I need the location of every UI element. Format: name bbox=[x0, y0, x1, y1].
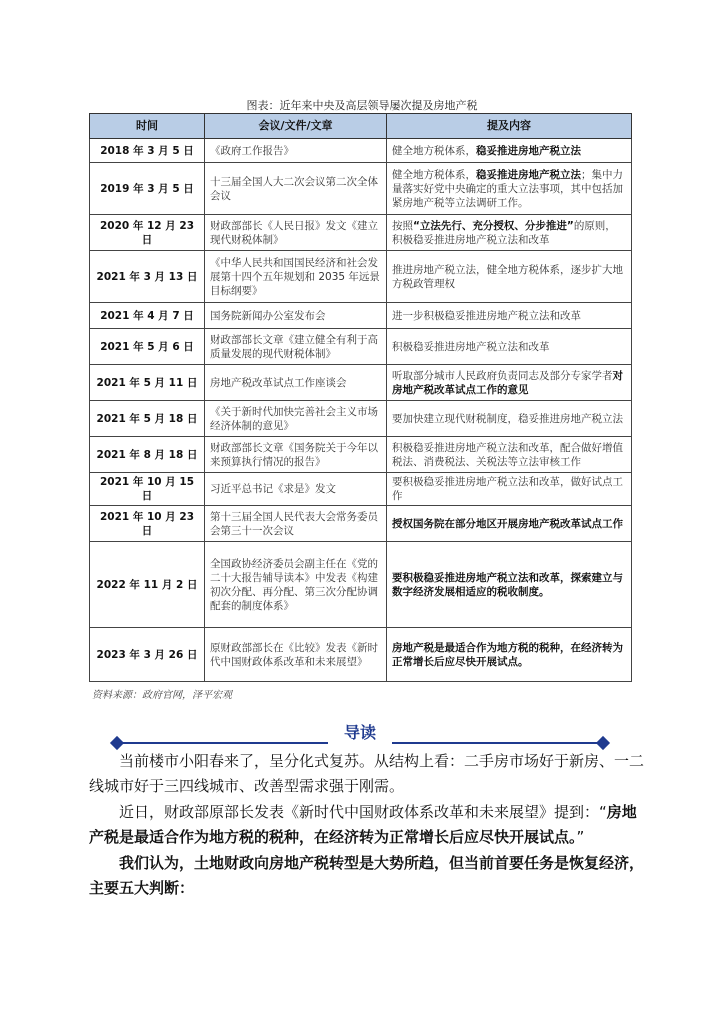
cell-time: 2023 年 3 月 26 日 bbox=[90, 628, 205, 682]
cell-content: 健全地方税体系，稳妥推进房地产税立法；集中力量落实好党中央确定的重大立法事项，其中包括加紧房地产税等立法调研工作。 bbox=[387, 163, 632, 215]
cell-content: 进一步积极稳妥推进房地产税立法和改革 bbox=[387, 303, 632, 329]
cell-content: 积极稳妥推进房地产税立法和改革 bbox=[387, 329, 632, 365]
cell-content: 推进房地产税立法，健全地方税体系，逐步扩大地方税政管理权 bbox=[387, 251, 632, 303]
table-row bbox=[90, 329, 632, 365]
table-row bbox=[90, 163, 632, 215]
table-row bbox=[90, 139, 632, 163]
cell-time: 2022 年 11 月 2 日 bbox=[90, 542, 205, 628]
cell-time: 2021 年 5 月 6 日 bbox=[90, 329, 205, 365]
cell-content: 按照“立法先行、充分授权、分步推进”的原则，积极稳妥推进房地产税立法和改革 bbox=[387, 215, 632, 251]
cell-meeting: 第十三届全国人民代表大会常务委员会第三十一次会议 bbox=[205, 506, 387, 542]
table-row bbox=[90, 251, 632, 303]
cell-content: 积极稳妥推进房地产税立法和改革，配合做好增值税法、消费税法、关税法等立法审核工作 bbox=[387, 437, 632, 473]
cell-time: 2021 年 5 月 11 日 bbox=[90, 365, 205, 401]
cell-meeting: 原财政部部长在《比较》发表《新时代中国财政体系改革和未来展望》 bbox=[205, 628, 387, 682]
cell-meeting: 十三届全国人大二次会议第二次全体会议 bbox=[205, 163, 387, 215]
cell-time: 2020 年 12 月 23 日 bbox=[90, 215, 205, 251]
cell-meeting: 《政府工作报告》 bbox=[205, 139, 387, 163]
table-row bbox=[90, 365, 632, 401]
cell-content: 要积极稳妥推进房地产税立法和改革，探索建立与数字经济发展相适应的税收制度。 bbox=[387, 542, 632, 628]
paragraph-1: 当前楼市小阳春来了，呈分化式复苏。从结构上看：二手房市场好于新房、一二线城市好于三四线城市、改善型需求强于刚需。 bbox=[89, 752, 645, 795]
table-header-row bbox=[90, 114, 632, 139]
cell-meeting: 国务院新闻办公室发布会 bbox=[205, 303, 387, 329]
cell-time: 2021 年 5 月 18 日 bbox=[90, 401, 205, 437]
figure-caption: 图表：近年来中央及高层领导屡次提及房地产税 bbox=[246, 99, 478, 112]
cell-content: 健全地方税体系，稳妥推进房地产税立法 bbox=[387, 139, 632, 163]
cell-meeting: 房地产税改革试点工作座谈会 bbox=[205, 365, 387, 401]
cell-meeting: 财政部部长文章《国务院关于今年以来预算执行情况的报告》 bbox=[205, 437, 387, 473]
header-time: 时间 bbox=[90, 114, 205, 139]
cell-meeting: 习近平总书记《求是》发文 bbox=[205, 473, 387, 506]
section-heading-guide bbox=[118, 722, 602, 746]
heading-ornament-right bbox=[596, 736, 610, 750]
cell-meeting: 《中华人民共和国国民经济和社会发展第十四个五年规划和 2035 年远景目标纲要》 bbox=[205, 251, 387, 303]
cell-content: 房地产税是最适合作为地方税的税种，在经济转为正常增长后应尽快开展试点。 bbox=[387, 628, 632, 682]
cell-time: 2021 年 8 月 18 日 bbox=[90, 437, 205, 473]
cell-content: 要加快建立现代财税制度，稳妥推进房地产税立法 bbox=[387, 401, 632, 437]
cell-time: 2019 年 3 月 5 日 bbox=[90, 163, 205, 215]
table-row bbox=[90, 215, 632, 251]
table-row bbox=[90, 628, 632, 682]
table-row bbox=[90, 506, 632, 542]
cell-time: 2021 年 10 月 23 日 bbox=[90, 506, 205, 542]
cell-content: 授权国务院在部分地区开展房地产税改革试点工作 bbox=[387, 506, 632, 542]
source-note: 资料来源：政府官网，泽平宏观 bbox=[92, 690, 232, 701]
cell-time: 2021 年 4 月 7 日 bbox=[90, 303, 205, 329]
cell-meeting: 财政部部长《人民日报》发文《建立现代财税体制》 bbox=[205, 215, 387, 251]
table-row bbox=[90, 401, 632, 437]
heading-ornament-left bbox=[110, 736, 124, 750]
paragraph-3: 我们认为，土地财政向房地产税转型是大势所趋，但当前首要任务是恢复经济，主要五大判断： bbox=[89, 854, 645, 897]
cell-meeting: 《关于新时代加快完善社会主义市场经济体制的意见》 bbox=[205, 401, 387, 437]
header-meeting: 会议/文件/文章 bbox=[205, 114, 387, 139]
table-row bbox=[90, 473, 632, 506]
cell-content: 听取部分城市人民政府负责同志及部分专家学者对房地产税改革试点工作的意见 bbox=[387, 365, 632, 401]
paragraph-2: 近日，财政部原部长发表《新时代中国财政体系改革和未来展望》提到：“房地产税是最适合作为地方税的税种，在经济转为正常增长后应尽快开展试点。” bbox=[89, 803, 637, 846]
table-row bbox=[90, 437, 632, 473]
header-content: 提及内容 bbox=[387, 114, 632, 139]
cell-time: 2021 年 3 月 13 日 bbox=[90, 251, 205, 303]
cell-time: 2021 年 10 月 15 日 bbox=[90, 473, 205, 506]
cell-meeting: 全国政协经济委员会副主任在《党的二十大报告辅导读本》中发表《构建初次分配、再分配、第三次分配协调配套的制度体系》 bbox=[205, 542, 387, 628]
table-row bbox=[90, 303, 632, 329]
cell-content: 要积极稳妥推进房地产税立法和改革，做好试点工作 bbox=[387, 473, 632, 506]
table-row bbox=[90, 542, 632, 628]
cell-time: 2018 年 3 月 5 日 bbox=[90, 139, 205, 163]
cell-meeting: 财政部部长文章《建立健全有利于高质量发展的现代财税体制》 bbox=[205, 329, 387, 365]
guide-title: 导读 bbox=[328, 722, 392, 744]
policy-table bbox=[89, 113, 632, 682]
